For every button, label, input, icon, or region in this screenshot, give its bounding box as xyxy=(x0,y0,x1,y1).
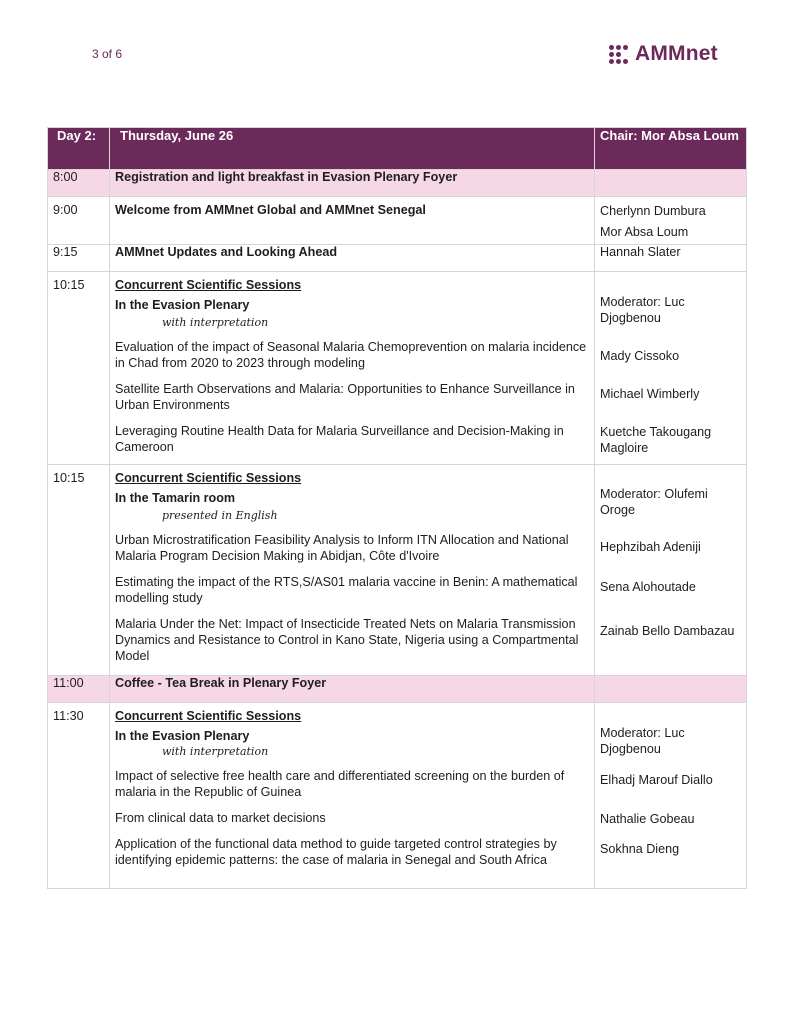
item-title: Coffee - Tea Break in Plenary Foyer xyxy=(110,676,595,703)
moderator-name: Moderator: Olufemi Oroge xyxy=(600,487,708,517)
time-cell: 10:15 xyxy=(48,465,110,676)
speaker-cell xyxy=(595,197,747,245)
chair-label: Chair: Mor Absa Loum xyxy=(595,128,747,170)
speaker-name: Hephzibah Adeniji xyxy=(600,540,701,554)
talk-title: Leveraging Routine Health Data for Malaria Surveillance and Decision-Making in Cameroon xyxy=(115,424,564,454)
speaker-name: Michael Wimberly xyxy=(600,387,700,401)
time-cell: 9:15 xyxy=(48,245,110,272)
speaker-cell xyxy=(595,465,747,676)
speaker-name: Zainab Bello Dambazau xyxy=(600,624,735,638)
brand-logo xyxy=(609,42,718,66)
speaker-cell xyxy=(595,170,747,197)
speaker-name: Cherlynn Dumbura xyxy=(600,204,706,218)
speaker-cell xyxy=(595,272,747,465)
talk-title: Urban Microstratification Feasibility Analysis to Inform ITN Allocation and National Malaria Program Decision Making in Abidjan, Côte d'Ivoire xyxy=(115,533,569,563)
agenda-row xyxy=(48,676,747,703)
speaker-name: Mady Cissoko xyxy=(600,349,680,363)
ammnet-logo-icon xyxy=(609,44,629,64)
session-row xyxy=(48,703,747,889)
speaker-name: Elhadj Marouf Diallo xyxy=(600,773,713,787)
talk-title: Satellite Earth Observations and Malaria: Opportunities to Enhance Surveillance in Urban Environments xyxy=(115,382,575,412)
session-content xyxy=(110,465,595,676)
session-note: with interpretation xyxy=(162,316,269,329)
brand-name: AMMnet xyxy=(635,42,718,65)
speaker-name: Sena Alohoutade xyxy=(600,580,696,594)
time-cell: 11:30 xyxy=(48,703,110,889)
session-row xyxy=(48,272,747,465)
moderator-name: Moderator: Luc Djogbenou xyxy=(600,295,685,325)
moderator-name: Moderator: Luc Djogbenou xyxy=(600,726,685,756)
session-content xyxy=(110,703,595,889)
time-cell: 11:00 xyxy=(48,676,110,703)
item-title: Registration and light breakfast in Evasion Plenary Foyer xyxy=(110,170,595,197)
session-title: Concurrent Scientific Sessions xyxy=(115,709,302,723)
agenda-row xyxy=(48,245,747,272)
speaker-name: Sokhna Dieng xyxy=(600,842,680,856)
day-label: Day 2: xyxy=(48,128,110,170)
session-content xyxy=(110,272,595,465)
speaker-cell xyxy=(595,703,747,889)
session-note: with interpretation xyxy=(162,745,269,758)
time-cell: 8:00 xyxy=(48,170,110,197)
session-note: presented in English xyxy=(162,509,278,522)
agenda-row xyxy=(48,170,747,197)
speaker-name: Mor Absa Loum xyxy=(600,225,689,239)
talk-title: Malaria Under the Net: Impact of Insecticide Treated Nets on Malaria Transmission Dynamics and Resistance to Control in Kano State, Nigeria using a Compartmental Model xyxy=(115,617,579,663)
session-room: In the Evasion Plenary xyxy=(115,298,250,312)
time-cell: 9:00 xyxy=(48,197,110,245)
speaker-name: Nathalie Gobeau xyxy=(600,812,695,826)
session-room: In the Evasion Plenary xyxy=(115,729,250,743)
talk-title: From clinical data to market decisions xyxy=(115,811,326,825)
agenda-header-row xyxy=(48,128,747,170)
date-label: Thursday, June 26 xyxy=(110,128,595,170)
session-row xyxy=(48,465,747,676)
speaker-name: Kuetche Takougang Magloire xyxy=(600,425,712,455)
session-title: Concurrent Scientific Sessions xyxy=(115,471,302,485)
time-cell: 10:15 xyxy=(48,272,110,465)
session-room: In the Tamarin room xyxy=(115,491,236,505)
speaker-cell: Hannah Slater xyxy=(595,245,747,272)
talk-title: Estimating the impact of the RTS,S/AS01 malaria vaccine in Benin: A mathematical modelling study xyxy=(115,575,578,605)
agenda-table xyxy=(47,127,747,889)
talk-title: Application of the functional data method to guide targeted control strategies by identifying epidemic patterns: the case of malaria in Senegal and South Africa xyxy=(115,837,557,867)
item-title: AMMnet Updates and Looking Ahead xyxy=(110,245,595,272)
page-indicator: 3 of 6 xyxy=(92,47,123,61)
agenda-row xyxy=(48,197,747,245)
item-title: Welcome from AMMnet Global and AMMnet Senegal xyxy=(110,197,595,245)
speaker-cell xyxy=(595,676,747,703)
talk-title: Evaluation of the impact of Seasonal Malaria Chemoprevention on malaria incidence in Chad from 2020 to 2023 through modeling xyxy=(115,340,587,370)
session-title: Concurrent Scientific Sessions xyxy=(115,278,302,292)
talk-title: Impact of selective free health care and differentiated screening on the burden of malaria in the Republic of Guinea xyxy=(115,769,565,799)
